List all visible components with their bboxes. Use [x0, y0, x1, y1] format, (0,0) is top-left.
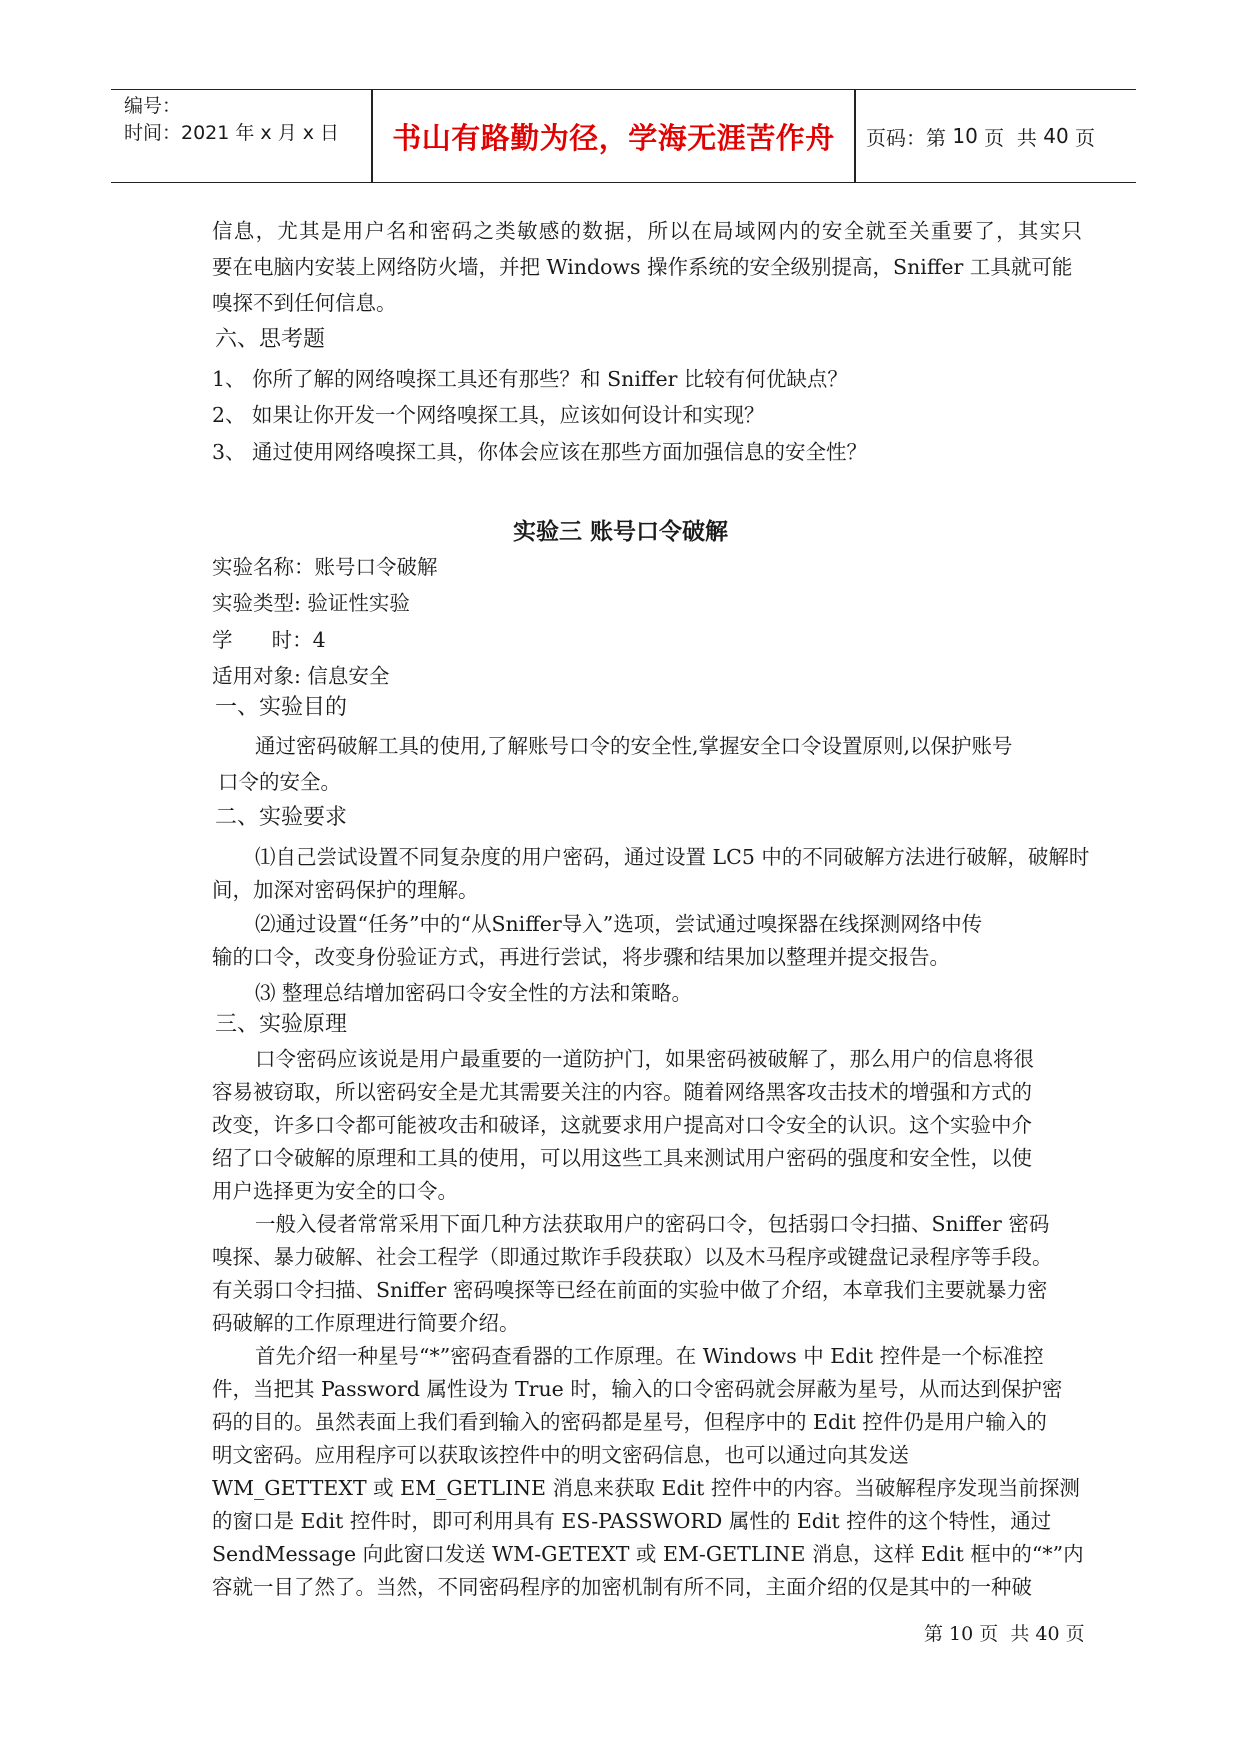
document-number-label: 编号：: [124, 95, 182, 117]
header-motto: 书山有路勤为径，学海无涯苦作舟: [392, 120, 835, 155]
section-heading: 一、实验目的: [215, 695, 348, 720]
experiment-meta-line: 实验名称：账号口令破解: [212, 555, 438, 579]
section-heading: 三、实验原理: [215, 1012, 348, 1037]
paragraph-line: 件，当把其 Password 属性设为 True 时，输入的口令密码就会屏蔽为星号，从而达到保护密: [212, 1377, 1063, 1401]
paragraph-line: 嗅探、暴力破解、社会工程学（即通过欺诈手段获取）以及木马程序或键盘记录程序等手段。: [212, 1245, 1053, 1269]
footer-prefix: 第: [924, 1623, 950, 1645]
header-info: [111, 90, 371, 182]
paragraph-line: 首先介绍一种星号“*”密码查看器的工作原理。在 Windows 中 Edit 控件是一个标准控: [255, 1344, 1044, 1368]
paragraph-line: 通过密码破解工具的使用,了解账号口令的安全性,掌握安全口令设置原则,以保护账号: [255, 734, 1013, 758]
paragraph-line: 改变，许多口令都可能被攻击和破译，这就要求用户提高对口令安全的认识。这个实验中介: [212, 1113, 1032, 1137]
question-item: 3、 通过使用网络嗅探工具，你体会应该在那些方面加强信息的安全性？: [212, 440, 868, 464]
paragraph-line: 容易被窃取，所以密码安全是尤其需要关注的内容。随着网络黑客攻击技术的增强和方式的: [212, 1080, 1032, 1104]
paragraph-line: 容就一目了然了。当然，不同密码程序的加密机制有所不同，主面介绍的仅是其中的一种破: [212, 1575, 1032, 1599]
paragraph-line: 码破解的工作原理进行简要介绍。: [212, 1311, 520, 1335]
page-footer: [924, 1619, 1085, 1646]
paragraph-line: 间，加深对密码保护的理解。: [212, 878, 479, 902]
paragraph-line: 口令密码应该说是用户最重要的一道防护门，如果密码被破解了，那么用户的信息将很: [255, 1047, 1034, 1071]
header-divider: [854, 90, 856, 182]
paragraph-line: WM_GETTEXT 或 EM_GETLINE 消息来获取 Edit 控件中的内容。当破解程序发现当前探测: [212, 1476, 1080, 1500]
paragraph-line: 的窗口是 Edit 控件时，即可利用具有 ES-PASSWORD 属性的 Edit 控件的这个特性，通过: [212, 1509, 1052, 1533]
question-item: 2、 如果让你开发一个网络嗅探工具，应该如何设计和实现？: [212, 403, 765, 427]
paragraph-line: 用户选择更为安全的口令。: [212, 1179, 458, 1203]
experiment-meta-line: 适用对象: 信息安全: [212, 664, 390, 688]
page-current: 10: [952, 124, 978, 148]
section-heading: 二、实验要求: [215, 805, 348, 830]
paragraph-line: ⑴自己尝试设置不同复杂度的用户密码，通过设置 LC5 中的不同破解方法进行破解，破解时: [255, 845, 1090, 869]
footer-suffix: 页: [1059, 1623, 1085, 1645]
footer-total: 40: [1035, 1623, 1060, 1645]
header-page-indicator: [866, 90, 1095, 182]
paragraph-line: 一般入侵者常常采用下面几种方法获取用户的密码口令，包括弱口令扫描、Sniffer 密码: [255, 1212, 1050, 1236]
paragraph-line: 绍了口令破解的原理和工具的使用，可以用这些工具来测试用户密码的强度和安全性，以使: [212, 1146, 1032, 1170]
experiment-meta-line: 学 时：4: [212, 628, 326, 652]
question-item: 1、 你所了解的网络嗅探工具还有那些？和 Sniffer 比较有何优缺点？: [212, 367, 848, 391]
page-total: 40: [1043, 124, 1069, 148]
footer-mid: 页 共: [973, 1623, 1036, 1645]
paragraph-line: 有关弱口令扫描、Sniffer 密码嗅探等已经在前面的实验中做了介绍，本章我们主要就暴力密: [212, 1278, 1048, 1302]
page-suffix: 页: [1068, 125, 1096, 150]
paragraph-line: 信息，尤其是用户名和密码之类敏感的数据，所以在局域网内的安全就至关重要了，其实只: [212, 219, 1082, 243]
experiment-title: 实验三 账号口令破解: [512, 519, 728, 545]
paragraph-line: 要在电脑内安装上网络防火墙，并把 Windows 操作系统的安全级别提高，Sniffer 工具就可能: [212, 255, 1073, 279]
footer-current: 10: [949, 1623, 974, 1645]
paragraph-line: SendMessage 向此窗口发送 WM-GETEXT 或 EM-GETLINE 消息，这样 Edit 框中的“*”内: [212, 1542, 1084, 1566]
page-mid: 页 共: [977, 125, 1044, 150]
experiment-meta-line: 实验类型: 验证性实验: [212, 591, 410, 615]
paragraph-line: ⑵通过设置“任务”中的“从Sniffer导入”选项，尝试通过嗅探器在线探测网络中传: [255, 912, 983, 936]
paragraph-line: 嗅探不到任何信息。: [212, 291, 397, 315]
paragraph-line: 码的目的。虽然表面上我们看到输入的密码都是星号，但程序中的 Edit 控件仍是用户输入的: [212, 1410, 1047, 1434]
document-time-label: 时间：2021 年 x 月 x 日: [124, 122, 340, 144]
paragraph-line: ⑶ 整理总结增加密码口令安全性的方法和策略。: [255, 981, 693, 1005]
paragraph-line: 口令的安全。: [218, 770, 341, 794]
paragraph-line: 明文密码。应用程序可以获取该控件中的明文密码信息，也可以通过向其发送: [212, 1443, 909, 1467]
paragraph-line: 输的口令，改变身份验证方式，再进行尝试，将步骤和结果加以整理并提交报告。: [212, 945, 950, 969]
page-prefix: 页码：第: [866, 125, 953, 150]
page-header: [111, 89, 1136, 183]
section-heading: 六、思考题: [215, 327, 326, 352]
